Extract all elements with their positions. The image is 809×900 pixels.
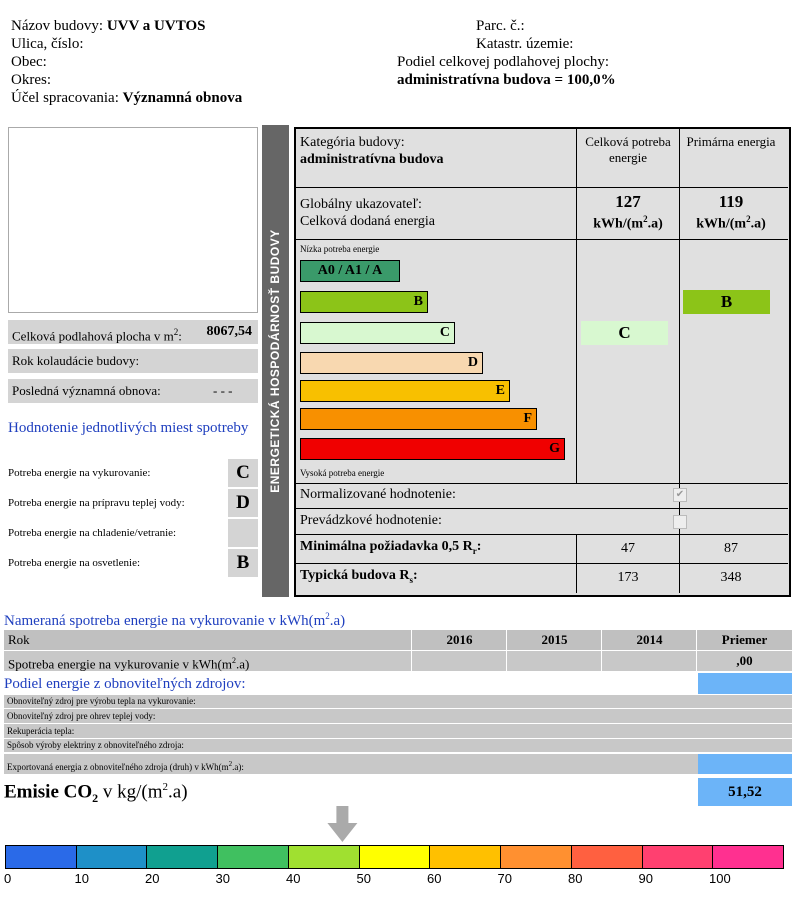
measured-title-end: .a) (329, 613, 346, 629)
average-value: ,00 (736, 653, 753, 668)
renewable-row-heating: Obnoviteľný zdroj pre výrobu tepla na vykurovanie: (4, 695, 792, 708)
renewable-row-export (4, 754, 792, 774)
last-renovation-value: - - - (213, 383, 233, 398)
normalized-label: Normalizované hodnotenie: (300, 487, 456, 502)
floor-area-value: 8067,54 (206, 324, 252, 339)
low-demand-label: Nízka potreba energie (300, 244, 380, 254)
purpose-value: Významná obnova (122, 90, 243, 106)
consumption-class-cooling (228, 519, 258, 547)
export-sup: 2 (228, 760, 233, 768)
building-name-row (11, 17, 205, 35)
min-req-sub: r (472, 545, 477, 556)
co2-scale-tick-label: 0 (4, 871, 12, 886)
building-photo (8, 127, 258, 313)
table-row-line-6 (295, 563, 788, 564)
co2-scale-segment (642, 845, 714, 869)
consumption-title: Hodnotenie jednotlivých miest spotreby (8, 420, 249, 436)
town-label: Obec: (11, 54, 47, 70)
floor-area-colon: : (178, 328, 182, 344)
high-demand-label: Vysoká potreba energie (300, 468, 385, 478)
vertical-banner-text: ENERGETICKÁ HOSPODÁRNOSŤ BUDOVY (268, 229, 282, 493)
band-e: E (300, 380, 510, 402)
unit-sup-2: 2 (746, 214, 751, 224)
co2-scale-segment (217, 845, 289, 869)
typical-label (300, 568, 418, 585)
district-label: Okres: (11, 72, 51, 88)
primary-energy-value: 119 (718, 192, 744, 211)
emissions-label-sub: 2 (92, 791, 99, 806)
table-row-line-2 (295, 239, 788, 240)
co2-scale-segment (146, 845, 218, 869)
category-cell (300, 134, 444, 168)
table-col-divider-1 (576, 129, 577, 483)
table-row-line-3 (295, 483, 788, 484)
unit-text-2: kWh/(m (696, 216, 747, 232)
total-energy-class: C (581, 321, 668, 345)
building-name-label: Názov budovy: (11, 18, 104, 34)
consumption-class-heating: C (228, 459, 258, 487)
co2-scale-tick-label: 20 (145, 871, 160, 886)
operational-label: Prevádzkové hodnotenie: (300, 513, 442, 528)
consumption-label-heating: Potreba energie na vykurovanie: (8, 467, 151, 479)
total-energy-unit (578, 214, 678, 233)
parcel-label: Parc. č.: (476, 18, 525, 34)
measured-title (4, 611, 345, 630)
year-col-3: 2014 (602, 630, 697, 650)
approval-year-label: Rok kolaudácie budovy: (12, 353, 140, 368)
unit-text: kWh/(m (593, 216, 644, 232)
year-label: Rok (8, 632, 30, 647)
purpose-row (11, 89, 242, 107)
co2-scale-tick-label: 90 (638, 871, 653, 886)
min-req-colon: : (476, 539, 482, 554)
category-label: Kategória budovy: (300, 135, 405, 150)
year-sep-2 (506, 630, 507, 671)
co2-scale-segment (712, 845, 784, 869)
export-text: Exportovaná energia z obnoviteľného zdroja (druh) v kWh(m (7, 762, 229, 772)
approval-year-row (8, 349, 258, 373)
typical-colon: : (412, 568, 418, 583)
co2-scale-segment (5, 845, 77, 869)
band-d: D (300, 352, 483, 374)
floor-share-label: Podiel celkovej podlahovej plochy: (397, 54, 610, 70)
co2-scale-segment (500, 845, 572, 869)
category-value: administratívna budova (300, 152, 444, 167)
measured-row-sup: 2 (231, 656, 236, 665)
emissions-unit: v kg/(m (98, 781, 163, 803)
export-value-box (698, 754, 792, 774)
col-header-primary: Primárna energia (686, 134, 776, 149)
co2-scale-tick-label: 60 (427, 871, 442, 886)
min-req-label (300, 539, 481, 556)
renewable-row-electricity: Spôsob výroby elektriny z obnoviteľného zdroja: (4, 739, 792, 752)
primary-energy-unit (681, 214, 781, 233)
emissions-unit-sup: 2 (162, 781, 169, 793)
measured-title-sup: 2 (325, 611, 330, 621)
year-col-1: 2016 (412, 630, 507, 650)
primary-energy-class: B (683, 290, 770, 314)
band-f: F (300, 408, 537, 430)
measured-title-text: Nameraná spotreba energie na vykurovanie v kWh(m (4, 613, 326, 629)
table-row-line-1 (295, 187, 788, 188)
band-g: G (300, 438, 565, 460)
renewable-row-hot-water: Obnoviteľný zdroj pre ohrev teplej vody: (4, 709, 792, 723)
co2-scale-tick-label: 100 (709, 871, 731, 886)
last-renovation-row (8, 379, 258, 403)
year-col-2: 2015 (507, 630, 602, 650)
min-req-text: Minimálna požiadavka 0,5 R (300, 539, 473, 554)
co2-scale-tick-label: 10 (74, 871, 89, 886)
normalized-checkbox[interactable]: ✔ (673, 488, 687, 502)
measured-row-end: .a) (235, 656, 250, 672)
co2-scale-tick-label: 70 (497, 871, 512, 886)
band-b: B (300, 291, 428, 313)
typical-text: Typická budova R (300, 568, 410, 583)
purpose-label: Účel spracovania: (11, 90, 119, 106)
emissions-value: 51,52 (698, 778, 792, 806)
emissions-label (4, 781, 188, 806)
global-indicator-label (300, 196, 435, 230)
renewables-share-box (698, 673, 792, 694)
typical-sub: s (409, 574, 413, 585)
floor-share-value: administratívna budova = 100,0% (397, 72, 616, 88)
band-c: C (300, 322, 455, 344)
emissions-label-text: Emisie CO (4, 781, 93, 803)
band-a: A0 / A1 / A (300, 260, 400, 282)
typical-primary: 348 (720, 570, 742, 585)
renewable-row-recuperation: Rekuperácia tepla: (4, 724, 792, 738)
co2-scale-segment (76, 845, 148, 869)
consumption-class-hot-water: D (228, 489, 258, 517)
renewables-title: Podiel energie z obnoviteľných zdrojov: (4, 676, 246, 692)
consumption-label-cooling: Potreba energie na chladenie/vetranie: (8, 527, 177, 539)
typical-total: 173 (617, 570, 639, 585)
floor-area-row (8, 320, 258, 344)
floor-area-label: Celková podlahová plocha v m (12, 328, 174, 344)
total-energy-cell (578, 192, 678, 233)
emissions-unit-end: .a) (168, 781, 188, 803)
col-header-total: Celková potreba energie (585, 134, 671, 165)
co2-scale-tick-label: 80 (568, 871, 583, 886)
min-req-total: 47 (621, 541, 635, 556)
co2-scale-segment (571, 845, 643, 869)
table-row-line-4 (295, 508, 788, 509)
vertical-banner (262, 125, 289, 597)
co2-scale-segment (288, 845, 360, 869)
measured-row-label (8, 651, 249, 674)
co2-scale-segment (359, 845, 431, 869)
building-name: UVV a UVTOS (106, 18, 206, 34)
last-renovation-label: Posledná významná obnova: (12, 383, 161, 398)
consumption-class-lighting: B (228, 549, 258, 577)
global-label-1: Globálny ukazovateľ: (300, 197, 422, 212)
co2-marker-arrow-icon (0, 806, 809, 844)
total-energy-value: 127 (615, 192, 641, 211)
co2-scale-tick-label: 50 (356, 871, 371, 886)
table-row-line-5 (295, 534, 788, 535)
floor-area-sup: 2 (173, 327, 179, 337)
unit-end-2: .a) (750, 216, 766, 232)
co2-scale-tick-label: 30 (215, 871, 230, 886)
year-sep-1 (411, 630, 412, 671)
primary-energy-cell (681, 192, 781, 233)
global-label-2: Celková dodaná energia (300, 214, 436, 229)
footer-cut-text (4, 892, 424, 900)
measured-row-text: Spotreba energie na vykurovanie v kWh(m (8, 656, 232, 672)
year-sep-3 (601, 630, 602, 671)
operational-checkbox[interactable] (673, 515, 687, 529)
export-end: .a): (232, 762, 244, 772)
street-label: Ulica, číslo: (11, 36, 84, 52)
unit-end: .a) (647, 216, 663, 232)
unit-sup: 2 (643, 214, 648, 224)
co2-scale-segment (429, 845, 501, 869)
cadastre-label: Katastr. územie: (476, 36, 574, 52)
consumption-label-hot-water: Potreba energie na prípravu teplej vody: (8, 497, 185, 509)
min-req-primary: 87 (724, 541, 738, 556)
consumption-label-lighting: Potreba energie na osvetlenie: (8, 557, 141, 569)
co2-scale-tick-label: 40 (286, 871, 301, 886)
average-col: Priemer (697, 630, 792, 650)
